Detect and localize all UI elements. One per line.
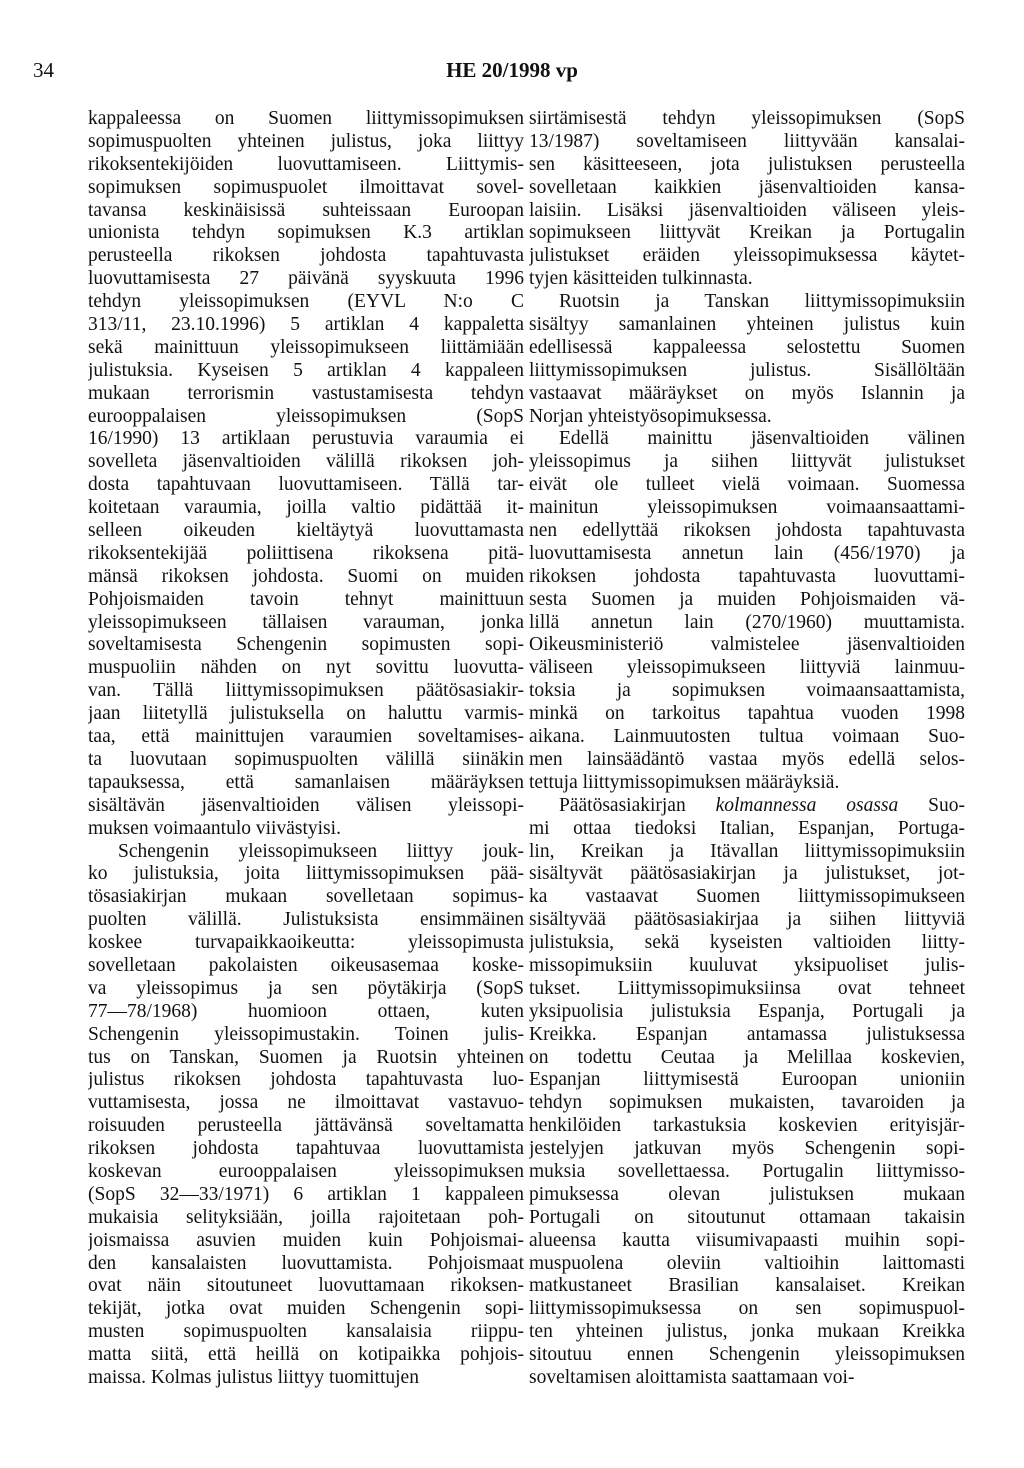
text-line: sitoutuu ennen Schengenin yleissopimuksen: [529, 1344, 965, 1366]
text-line: julistukset eräiden yleissopimuksessa käytet-: [529, 245, 965, 267]
text-line: eurooppalaisen yleissopimuksen (SopS: [88, 405, 524, 427]
text-line: men lainsäädäntö vastaa myös edellä selos-: [529, 748, 965, 770]
text-line: sovelleta jäsenvaltioiden välillä rikoksen joh-: [88, 451, 524, 473]
text-line: lillä annetun lain (270/1960) muuttamista.: [529, 611, 965, 633]
text-line: eivät ole tulleet vielä voimaan. Suomessa: [529, 474, 965, 496]
text-line: julistus rikoksen johdosta tapahtuvasta luo-: [88, 1069, 524, 1091]
text-line: selleen oikeuden kieltäytyä luovuttamasta: [88, 520, 524, 542]
text-line: Pohjoismaiden tavoin tehnyt mainittuun: [88, 588, 524, 610]
text-line: vuttamisesta, jossa ne ilmoittavat vastavuo-: [88, 1092, 524, 1114]
text-line: ten yhteinen julistus, jonka mukaan Kreikka: [529, 1321, 965, 1343]
text-line: liittymissopimuksessa on sen sopimuspuol-: [529, 1298, 965, 1320]
text-line: 13/1987) soveltamiseen liittyvään kansalai-: [529, 130, 965, 152]
text-line: siirtämisestä tehdyn yleissopimuksen (SopS: [529, 108, 965, 129]
text-line: koskee turvapaikkaoikeutta: yleissopimusta: [88, 932, 524, 954]
text-line: taa, että mainittujen varaumien soveltamises-: [88, 726, 524, 748]
text-line: tukset. Liittymissopimuksiinsa ovat tehneet: [529, 977, 965, 999]
text-line: sisältyvät päätösasiakirjan ja julistukset, jot-: [529, 863, 965, 885]
text-line: julistuksia, sekä kyseisten valtioiden liitty-: [529, 932, 965, 954]
text-line: pimuksessa olevan julistuksen mukaan: [529, 1183, 965, 1205]
text-line: dosta tapahtuvaan luovuttamiseen. Tällä tar-: [88, 474, 524, 496]
text-line: Portugali on sitoutunut ottamaan takaisin: [529, 1206, 965, 1228]
emphasis-text: kolmannessa osassa: [715, 794, 899, 816]
text-line: alueensa kautta viisumivapaasti muihin sopi-: [529, 1229, 965, 1251]
text-line: rikoksen johdosta tapahtuvasta luovuttami-: [529, 565, 965, 587]
text-line: [529, 795, 965, 818]
text-line: liittymissopimuksen julistus. Sisällöltään: [529, 359, 965, 381]
text-line: Schengenin yleissopimustakin. Toinen julis-: [88, 1023, 524, 1045]
text-line: 313/11, 23.10.1996) 5 artiklan 4 kappaletta: [88, 314, 524, 336]
text-line: sen käsitteeseen, jota julistuksen perusteella: [529, 153, 965, 175]
text-line: Oikeusministeriö valmistelee jäsenvaltioiden: [529, 634, 965, 656]
text-line: joismaissa asuvien muiden kuin Pohjoismai-: [88, 1229, 524, 1251]
text-line: tösasiakirjan mukaan sovelletaan sopimus-: [88, 886, 524, 908]
text-line: sisältävän jäsenvaltioiden välisen yleissopi-: [88, 794, 524, 816]
text-line: nen edellyttää rikoksen johdosta tapahtuvasta: [529, 520, 965, 542]
right-column: [529, 108, 965, 1390]
text-line: muspuolena oleviin valtioihin laittomasti: [529, 1252, 965, 1274]
left-column: [88, 108, 524, 1390]
text-line: mukaisia selityksiään, joilla rajoitetaan poh-: [88, 1206, 524, 1228]
text-line: Edellä mainittu jäsenvaltioiden välinen: [559, 428, 965, 450]
text-line: Kreikka. Espanjan antamassa julistuksessa: [529, 1023, 965, 1045]
text-line: muspuoliin nähden on nyt sovittu luovutta-: [88, 657, 524, 679]
text-line: unionista tehdyn sopimuksen K.3 artiklan: [88, 222, 524, 244]
text-line: tekijät, jotka ovat muiden Schengenin sopi-: [88, 1298, 524, 1320]
text-line: tavansa keskinäisissä suhteissaan Euroopan: [88, 199, 524, 221]
text-line: sopimuspuolten yhteinen julistus, joka liittyy: [88, 130, 524, 152]
text-line: sopimuksen sopimuspuolet ilmoittavat sovel-: [88, 176, 524, 198]
text-line: mukaan terrorismin vastustamisesta tehdyn: [88, 382, 524, 404]
text-line: Norjan yhteistyösopimuksessa.: [529, 405, 772, 427]
text-line: minkä on tarkoitus tapahtua vuoden 1998: [529, 703, 965, 725]
text-line: ka vastaavat Suomen liittymissopimukseen: [529, 886, 965, 908]
text-line: yleissopimus ja siihen liittyvät julistukset: [529, 451, 965, 473]
text-line: Espanjan liittymisestä Euroopan unioniin: [529, 1069, 965, 1091]
text-line: muksia sovellettaessa. Portugalin liittymisso-: [529, 1160, 965, 1182]
text-line: luovuttamisesta annetun lain (456/1970) ja: [529, 542, 965, 564]
text-line: tettuja liittymissopimuksen määräyksiä.: [529, 771, 840, 793]
page-number: 34: [33, 58, 54, 82]
text-line: yksipuolisia julistuksia Espanja, Portugali ja: [529, 1000, 965, 1022]
text-line: ovat näin sitoutuneet luovuttamaan rikoksen-: [88, 1275, 524, 1297]
text-line: sesta Suomen ja muiden Pohjoismaiden vä-: [529, 588, 965, 610]
text-line: on todettu Ceutaa ja Melillaa koskevien,: [529, 1046, 965, 1068]
text-line: soveltamisen aloittamista saattamaan voi-: [529, 1366, 855, 1388]
text-line: lin, Kreikan ja Itävallan liittymissopimuksiin: [529, 840, 965, 862]
text-line: rikoksentekijöiden luovuttamiseen. Liittymis-: [88, 153, 524, 175]
text-line: perusteella rikoksen johdosta tapahtuvasta: [88, 245, 524, 267]
text-line: 16/1990) 13 artiklaan perustuvia varaumia ei: [88, 428, 524, 450]
text-line: toksia ja sopimuksen voimaansaattamista,: [529, 680, 965, 702]
text-line: sovelletaan pakolaisten oikeusasemaa koske-: [88, 954, 524, 976]
text-line: musten sopimuspuolten kansalaisia riippu-: [88, 1321, 524, 1343]
text-line: julistuksia. Kyseisen 5 artiklan 4 kappaleen: [88, 359, 524, 381]
text-line: (SopS 32—33/1971) 6 artiklan 1 kappaleen: [88, 1183, 524, 1205]
text-line: vastaavat määräykset on myös Islannin ja: [529, 382, 965, 404]
text-line: aikana. Lainmuutosten tultua voimaan Suo-: [529, 726, 965, 748]
text-line: matkustaneet Brasilian kansalaiset. Kreikan: [529, 1275, 965, 1297]
text-line: ta luovutaan sopimuspuolten välillä siinäkin: [88, 748, 524, 770]
text-line: henkilöiden tarkastuksia koskevien erityisjär-: [529, 1115, 965, 1137]
text-line: sopimukseen liittyvät Kreikan ja Portugalin: [529, 222, 965, 244]
text-line: tyjen käsitteiden tulkinnasta.: [529, 268, 753, 290]
text-line: jestelyjen jatkuvan myös Schengenin sopi-: [529, 1138, 965, 1160]
text-line: edellisessä kappaleessa selostettu Suomen: [529, 336, 965, 358]
text-line: muksen voimaantulo viivästyisi.: [88, 817, 341, 839]
text-line: soveltamisesta Schengenin sopimusten sopi-: [88, 634, 524, 656]
text-line: jaan liitetyllä julistuksella on haluttu varmis-: [88, 703, 524, 725]
text-line: tus on Tanskan, Suomen ja Ruotsin yhteinen: [88, 1046, 524, 1068]
text-line: Schengenin yleissopimukseen liittyy jouk-: [118, 840, 524, 862]
text-line: sekä mainittuun yleissopimukseen liittämiään: [88, 336, 524, 358]
text-line: matta siitä, että heillä on kotipaikka pohjois-: [88, 1344, 524, 1366]
text-line: Ruotsin ja Tanskan liittymissopimuksiin: [559, 291, 965, 313]
text-line: roisuuden perusteella jättävänsä soveltamatta: [88, 1115, 524, 1137]
text-line: den kansalaisten luovuttamista. Pohjoismaat: [88, 1252, 524, 1274]
text-line: sovelletaan kaikkien jäsenvaltioiden kansa-: [529, 176, 965, 198]
text-line: tapauksessa, että samanlaisen määräyksen: [88, 771, 524, 793]
text-line: maissa. Kolmas julistus liittyy tuomittujen: [88, 1366, 419, 1388]
text-line: väliseen yleissopimukseen liittyviä lainmuu-: [529, 657, 965, 679]
text-line: ko julistuksia, joita liittymissopimuksen pää-: [88, 863, 524, 885]
text-segment: Suo-: [898, 794, 965, 816]
text-line: rikoksentekijää poliittisena rikoksena pitä-: [88, 542, 524, 564]
text-line: 77—78/1968) huomioon ottaen, kuten: [88, 1000, 524, 1022]
text-line: koitetaan varaumia, joilla valtio pidättää it-: [88, 497, 524, 519]
text-line: luovuttamisesta 27 päivänä syyskuuta 1996: [88, 268, 524, 290]
running-header: HE 20/1998 vp: [446, 58, 578, 82]
text-segment: Päätösasiakirjan: [559, 794, 716, 816]
text-line: puolten välillä. Julistuksista ensimmäinen: [88, 909, 524, 931]
text-line: mi ottaa tiedoksi Italian, Espanjan, Portuga-: [529, 817, 965, 839]
text-line: mainitun yleissopimuksen voimaansaattami-: [529, 497, 965, 519]
text-line: sisältyvää päätösasiakirjaa ja siihen liittyviä: [529, 909, 965, 931]
text-line: van. Tällä liittymissopimuksen päätösasiakir-: [88, 680, 524, 702]
text-line: missopimuksiin kuuluvat yksipuoliset julis-: [529, 954, 965, 976]
text-line: koskevan eurooppalaisen yleissopimuksen: [88, 1160, 524, 1182]
text-line: yleissopimukseen tällaisen varauman, jonka: [88, 611, 524, 633]
text-line: tehdyn yleissopimuksen (EYVL N:o C: [88, 291, 524, 313]
text-line: kappaleessa on Suomen liittymissopimuksen: [88, 108, 524, 129]
text-line: va yleissopimus ja sen pöytäkirja (SopS: [88, 977, 524, 999]
text-line: tehdyn sopimuksen mukaisten, tavaroiden ja: [529, 1092, 965, 1114]
text-line: sisältyy samanlainen yhteinen julistus kuin: [529, 314, 965, 336]
text-line: mänsä rikoksen johdosta. Suomi on muiden: [88, 565, 524, 587]
text-line: laisiin. Lisäksi jäsenvaltioiden väliseen yleis-: [529, 199, 965, 221]
text-line: rikoksen johdosta tapahtuvaa luovuttamista: [88, 1138, 524, 1160]
